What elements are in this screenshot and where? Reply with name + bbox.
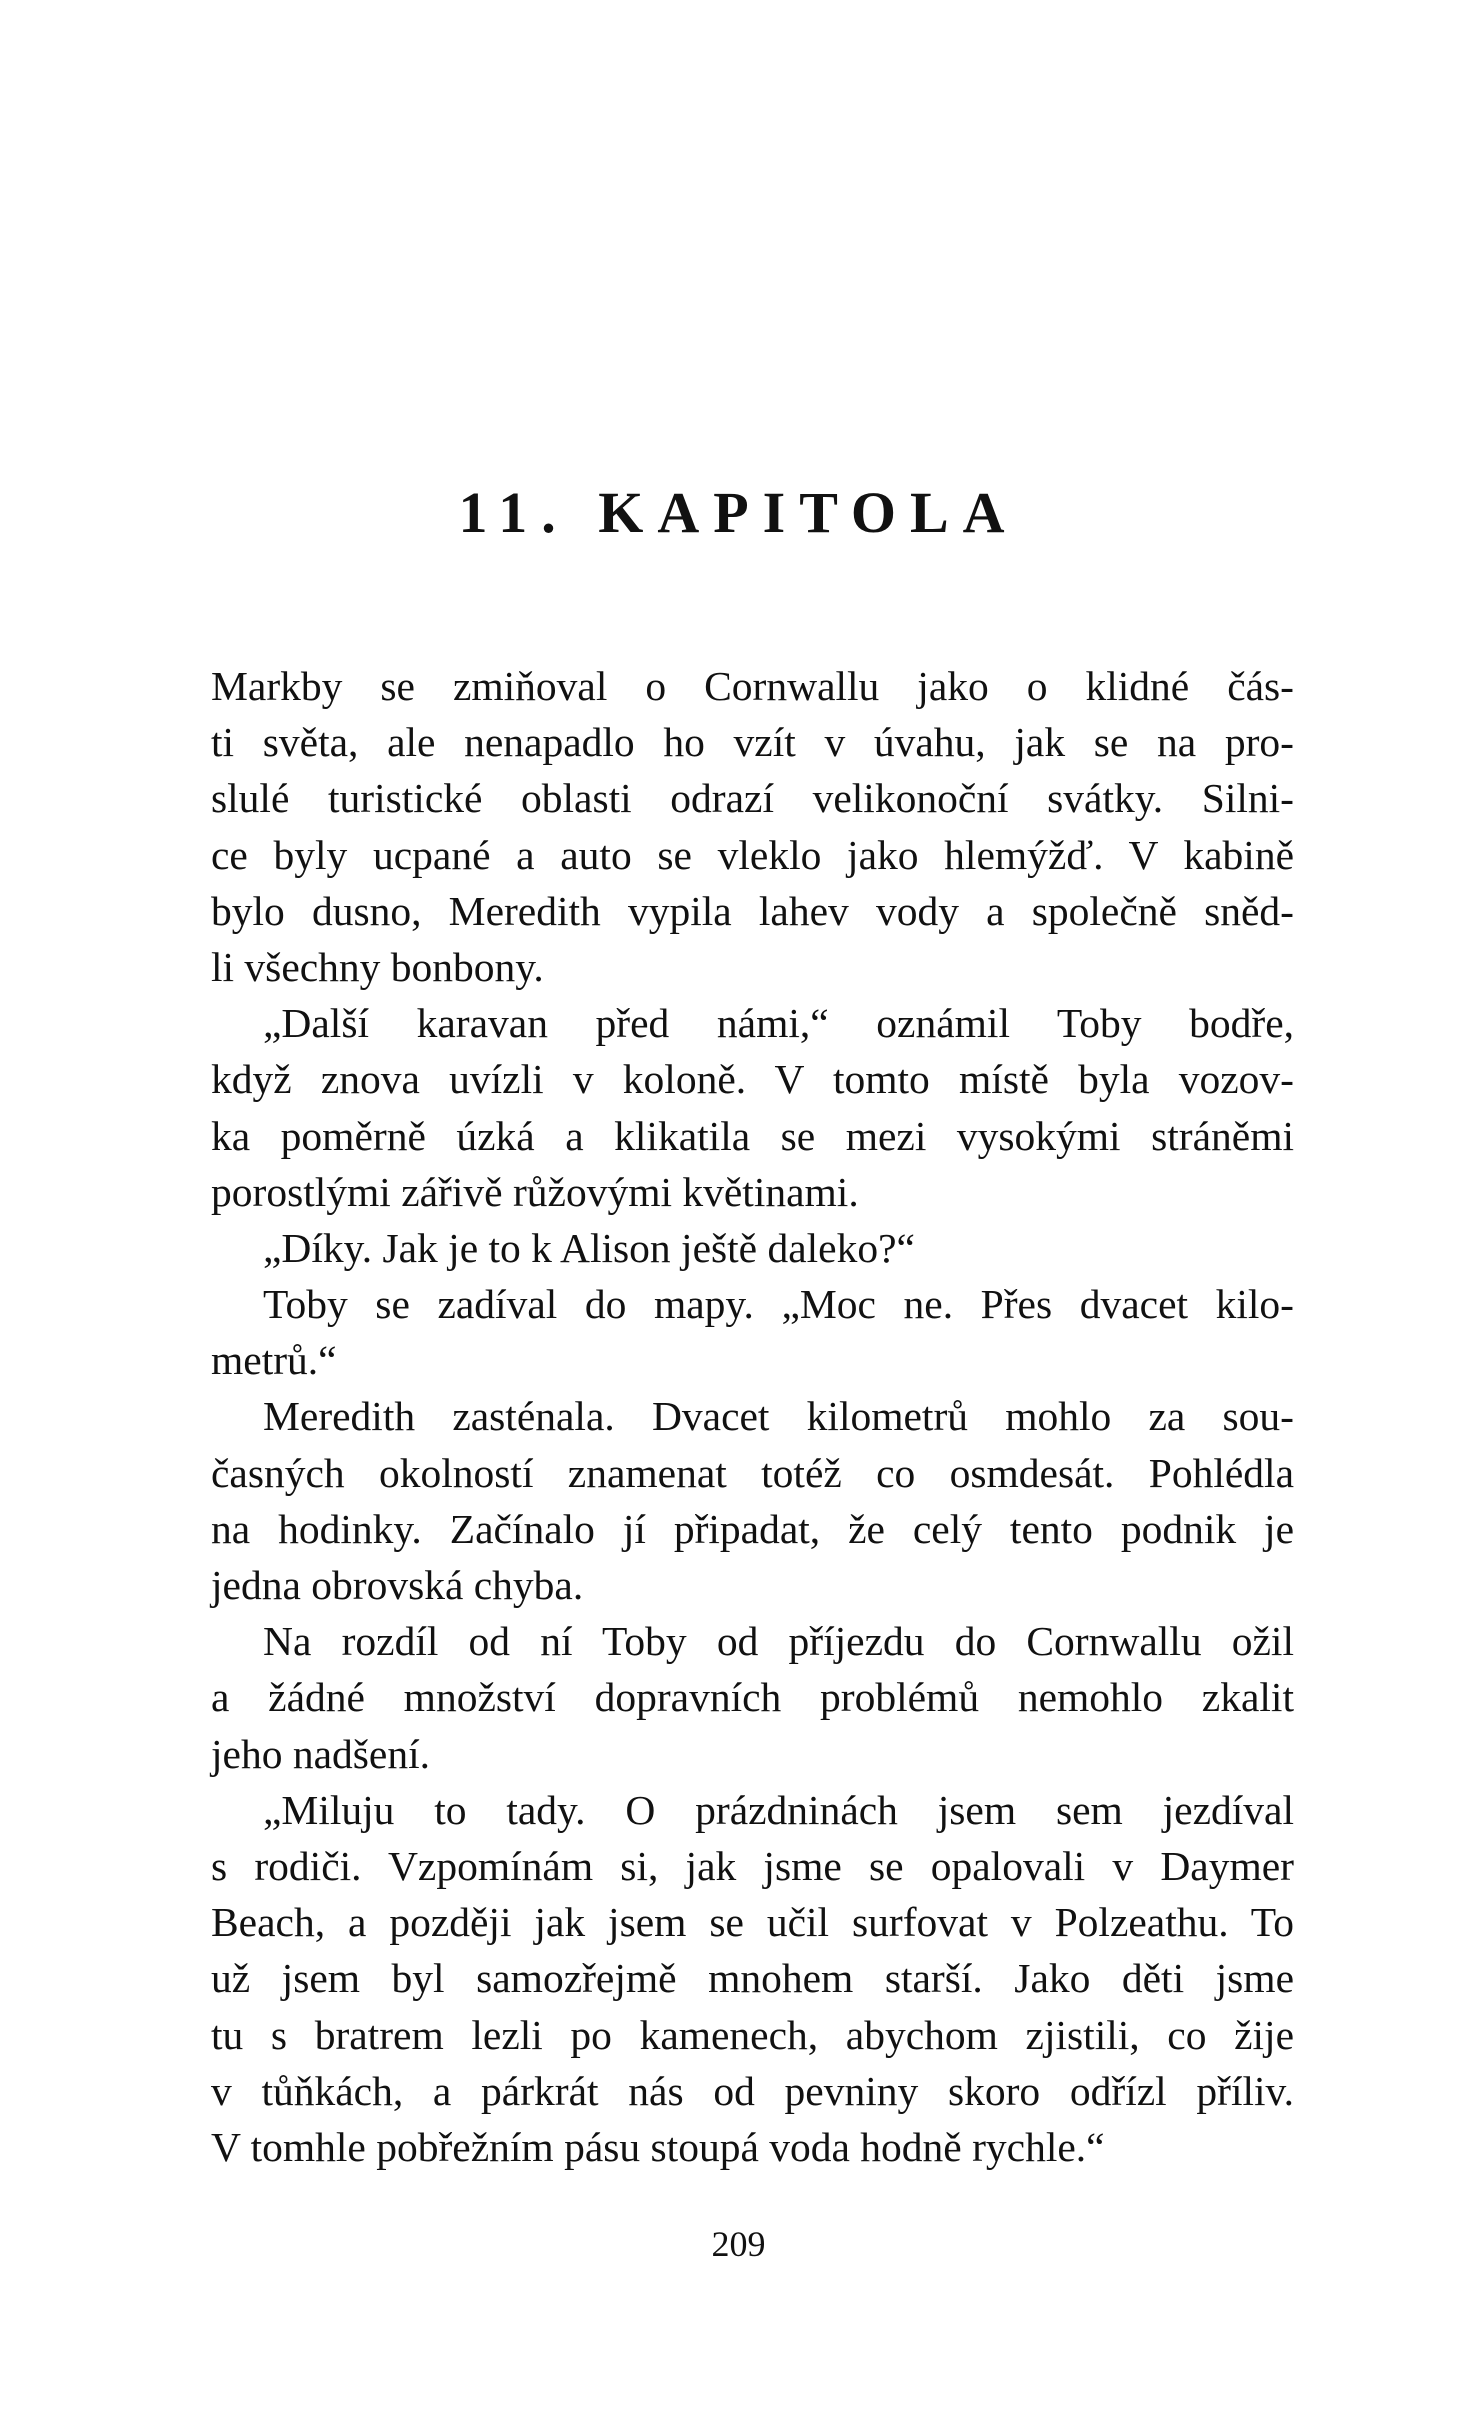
text-line: Markby se zmiňoval o Cornwallu jako o klidné čás- xyxy=(211,663,1294,709)
text-line: Na rozdíl od ní Toby od příjezdu do Cornwallu ožil xyxy=(263,1618,1294,1665)
text-line: metrů.“ xyxy=(211,1337,337,1384)
text-line: „Miluju to tady. O prázdninách jsem sem jezdíval xyxy=(263,1786,1294,1833)
chapter-body xyxy=(211,658,1294,2175)
text-line: ce byly ucpané a auto se vleklo jako hlemýžď. V kabině xyxy=(211,831,1294,878)
text-line: Toby se zadíval do mapy. „Moc ne. Přes dvacet kilo- xyxy=(263,1281,1294,1328)
text-line: v tůňkách, a párkrát nás od pevniny skoro odřízl příliv. xyxy=(211,2067,1294,2114)
text-line: ka poměrně úzká a klikatila se mezi vysokými stráněmi xyxy=(211,1112,1294,1159)
text-line: a žádné množství dopravních problémů nemohlo zkalit xyxy=(211,1674,1294,1721)
page-number: 209 xyxy=(711,2224,766,2264)
text-line: „Díky. Jak je to k Alison ještě daleko?“ xyxy=(263,1224,915,1271)
text-line: porostlými zářivě růžovými květinami. xyxy=(211,1168,859,1215)
text-line: jeho nadšení. xyxy=(211,1730,430,1777)
text-line: už jsem byl samozřejmě mnohem starší. Jako děti jsme xyxy=(211,1955,1294,2002)
text-line: s rodiči. Vzpomínám si, jak jsme se opalovali v Daymer xyxy=(211,1842,1294,1889)
text-line: ti světa, ale nenapadlo ho vzít v úvahu, jak se na pro- xyxy=(211,719,1294,766)
text-line: slulé turistické oblasti odrazí velikonoční svátky. Silni- xyxy=(211,775,1294,822)
text-line: jedna obrovská chyba. xyxy=(211,1562,584,1608)
text-line: bylo dusno, Meredith vypila lahev vody a společně sněd- xyxy=(211,887,1294,934)
text-line: V tomhle pobřežním pásu stoupá voda hodně rychle.“ xyxy=(211,2123,1105,2170)
text-line: tu s bratrem lezli po kamenech, abychom zjistili, co žije xyxy=(211,2011,1294,2058)
text-line: „Další karavan před námi,“ oznámil Toby bodře, xyxy=(263,1000,1294,1047)
text-line: časných okolností znamenat totéž co osmdesát. Pohlédla xyxy=(211,1449,1294,1496)
chapter-title: 11. KAPITOLA xyxy=(458,480,1019,545)
text-line: Meredith zasténala. Dvacet kilometrů mohlo za sou- xyxy=(263,1393,1294,1440)
text-line: když znova uvízli v koloně. V tomto místě byla vozov- xyxy=(211,1056,1294,1103)
text-line: na hodinky. Začínalo jí připadat, že celý tento podnik je xyxy=(211,1505,1294,1552)
text-line: Beach, a později jak jsem se učil surfovat v Polzeathu. To xyxy=(211,1899,1294,1946)
text-line: li všechny bonbony. xyxy=(211,943,544,990)
